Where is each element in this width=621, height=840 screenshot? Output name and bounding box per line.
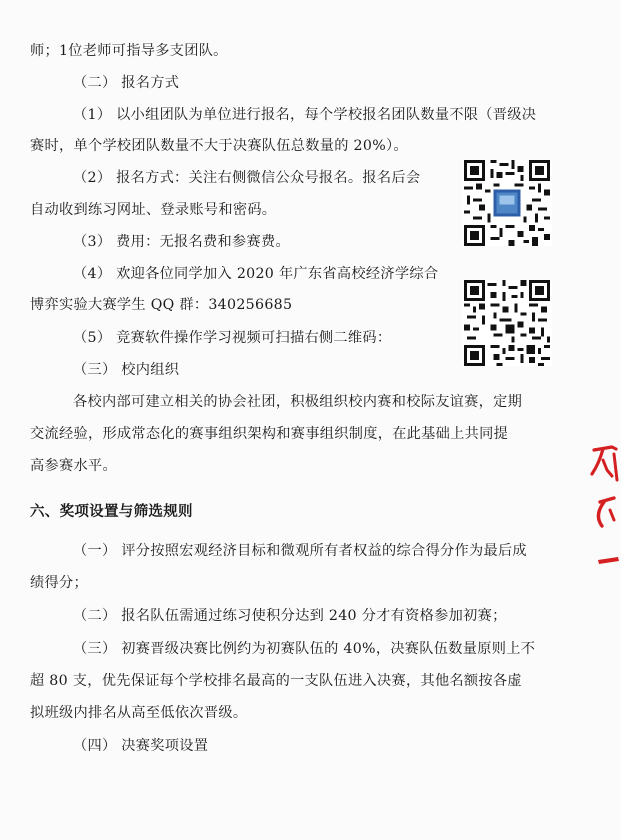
text-line: （2） 报名方式：关注右侧微信公众号报名。报名后会	[73, 170, 421, 186]
text-line: （4） 欢迎各位同学加入 2020 年广东省高校经济学综合	[73, 266, 439, 282]
text-line: （一） 评分按照宏观经济目标和微观所有者权益的综合得分作为最后成	[73, 543, 527, 559]
text-line: （1） 以小组团队为单位进行报名，每个学校报名团队数量不限（晋级决	[73, 107, 537, 123]
text-line: （三） 初赛晋级决赛比例约为初赛队伍的 40%，决赛队伍数量原则上不	[73, 641, 536, 657]
tutorial-video-qr-code-image	[462, 280, 552, 366]
red-seal-stamp-fragment	[588, 440, 621, 580]
text-line: 绩得分；	[30, 575, 88, 591]
text-line: 高参赛水平。	[30, 458, 117, 474]
text-line: 交流经验，形成常态化的赛事组织架构和赛事组织制度，在此基础上共同提	[30, 426, 509, 442]
text-line: 自动收到练习网址、登录账号和密码。	[30, 202, 277, 218]
section-heading-awards: 六、奖项设置与筛选规则	[30, 504, 193, 520]
text-line: （3） 费用：无报名费和参赛费。	[73, 234, 290, 250]
text-line: 博弈实验大赛学生 QQ 群：340256685	[30, 297, 293, 313]
text-line: （5） 竞赛软件操作学习视频可扫描右侧二维码：	[73, 330, 392, 346]
text-line: 师；1位老师可指导多支团队。	[30, 43, 228, 59]
subheading-campus-organization: （三） 校内组织	[73, 362, 180, 378]
text-line: 赛时，单个学校团队数量不大于决赛队伍总数量的 20%）。	[30, 138, 408, 154]
subheading-registration-method: （二） 报名方式	[73, 75, 180, 91]
text-line: 超 80 支，优先保证每个学校排名最高的一支队伍进入决赛，其他名额按各虚	[30, 673, 522, 689]
subheading-final-awards: （四） 决赛奖项设置	[73, 738, 209, 754]
wechat-qr-code-image	[462, 160, 552, 246]
text-line: （二） 报名队伍需通过练习使积分达到 240 分才有资格参加初赛；	[73, 608, 507, 624]
text-line: 各校内部可建立相关的协会社团，积极组织校内赛和校际友谊赛，定期	[73, 394, 523, 410]
text-line: 拟班级内排名从高至低依次晋级。	[30, 705, 248, 721]
